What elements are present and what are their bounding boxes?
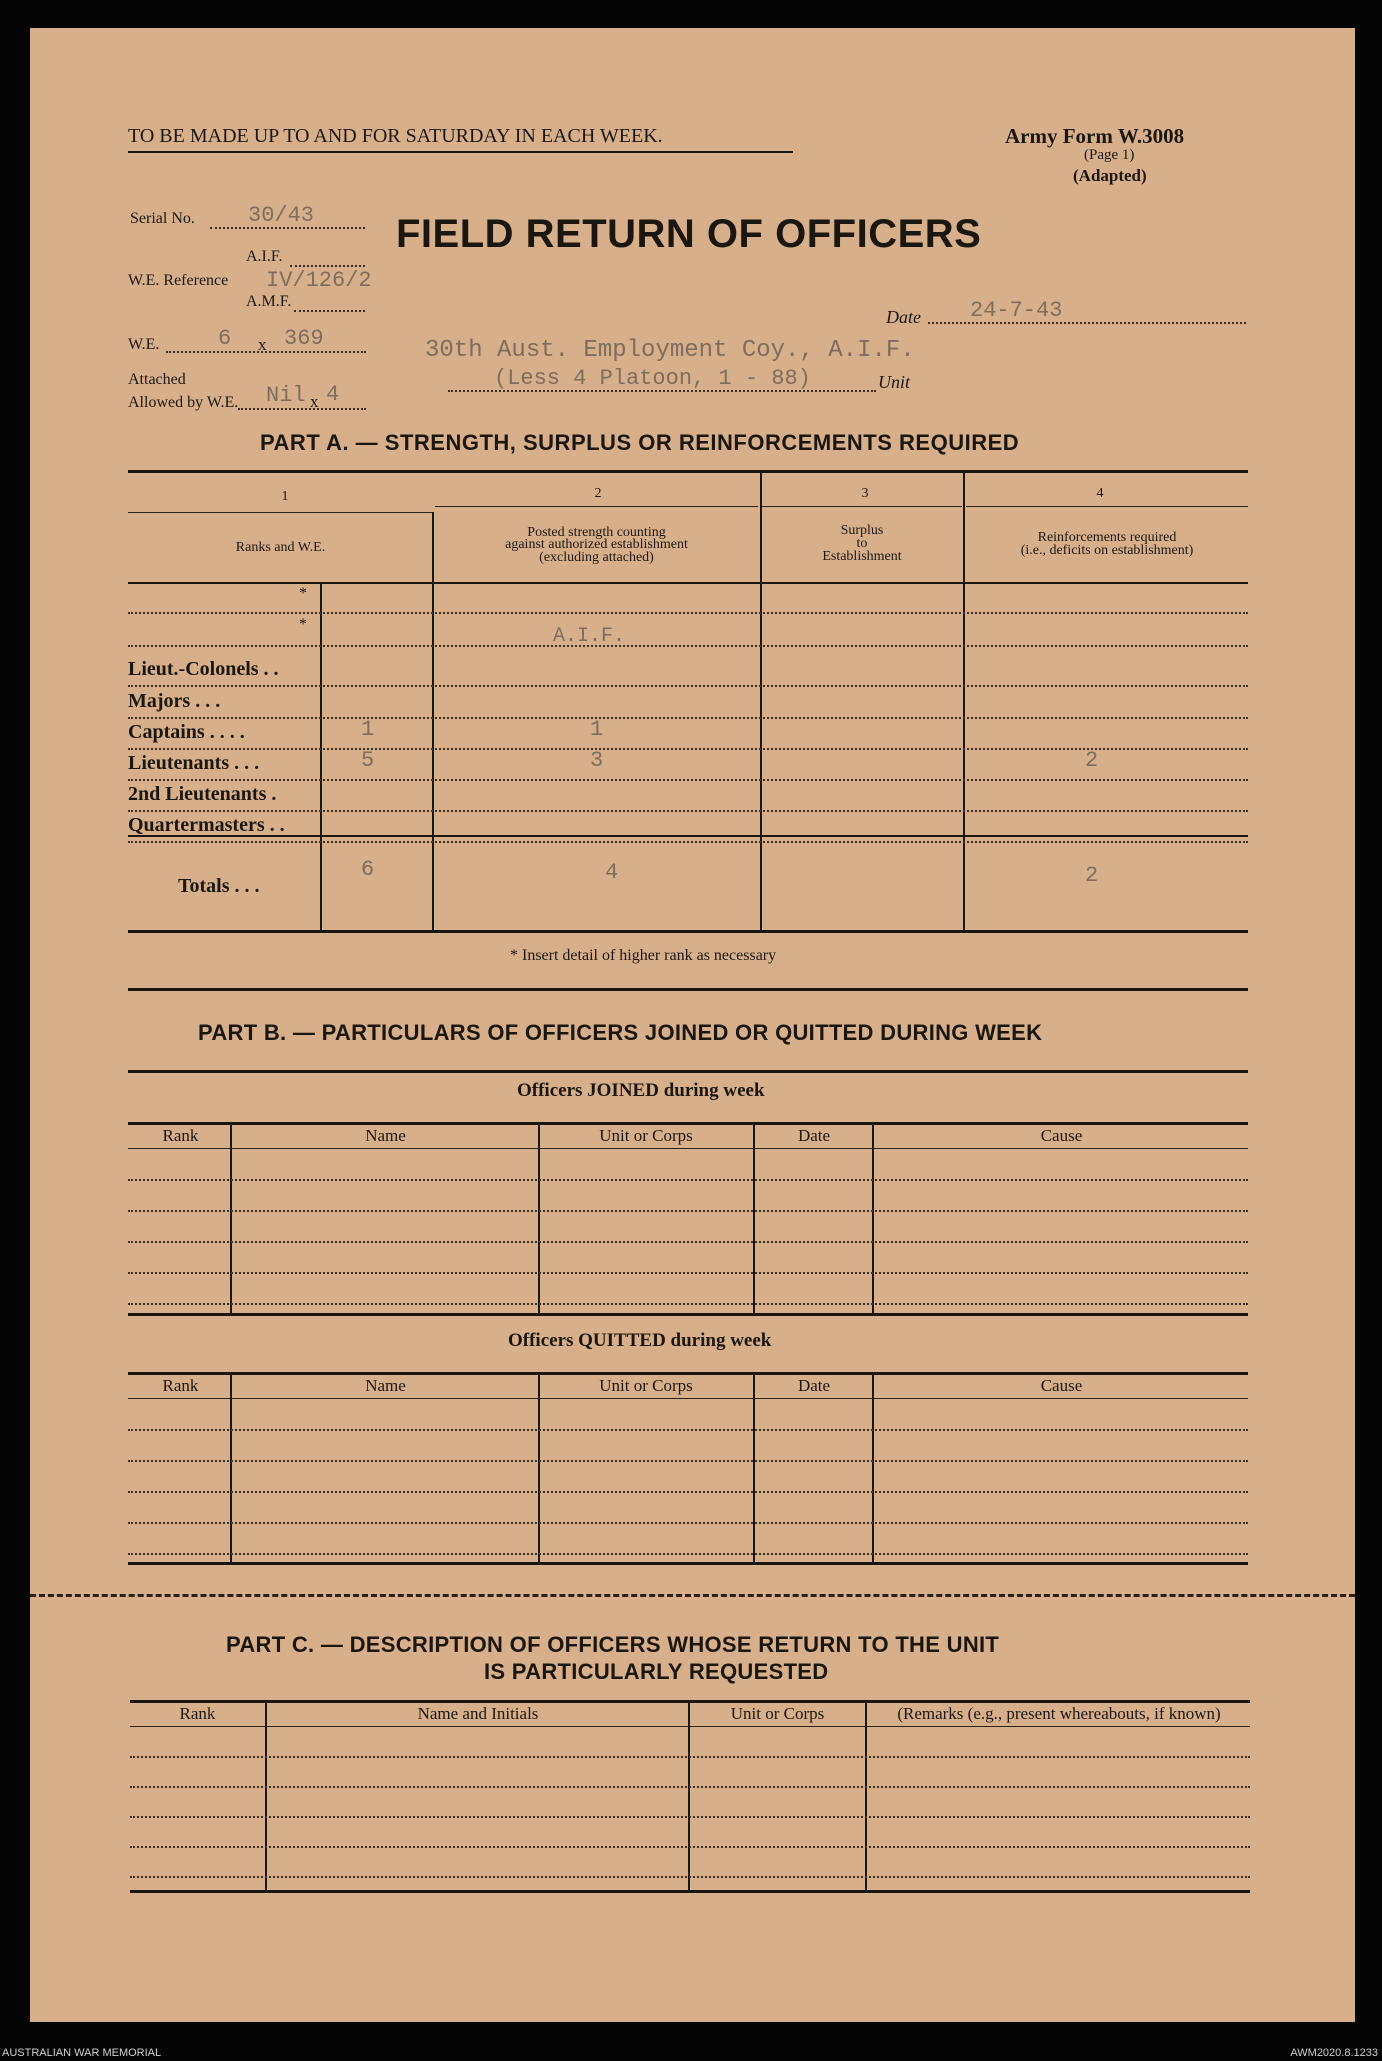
quitted-col-line: [538, 1374, 540, 1562]
amf-line: [294, 310, 365, 312]
unit-line-2: (Less 4 Platoon, 1 - 88): [494, 366, 811, 391]
part-c-title-line-2: IS PARTICULARLY REQUESTED: [484, 1659, 829, 1684]
joined-row-line: [128, 1179, 1248, 1181]
col-num-rule-1: [128, 512, 433, 513]
partc-col-header: Unit or Corps: [730, 1704, 825, 1723]
col3-header-l3: Establishment: [822, 549, 902, 564]
quitted-col-header: Cause: [1040, 1376, 1083, 1395]
rank-label: Majors . . .: [128, 690, 221, 712]
we-value-left: 6: [218, 326, 232, 351]
rank-row-line: [128, 841, 1248, 843]
col1-header: Ranks and W.E.: [235, 540, 326, 555]
serial-value: 30/43: [248, 203, 315, 228]
unit-line-1: 30th Aust. Employment Coy., A.I.F.: [425, 337, 915, 364]
totals-we: 6: [361, 857, 375, 882]
allowed-line: [238, 408, 366, 410]
allowed-times: x: [310, 392, 319, 411]
joined-col-header: Cause: [1040, 1126, 1083, 1145]
quitted-title: Officers QUITTED during week: [508, 1330, 772, 1351]
col4-header-l2: (i.e., deficits on establishment): [1020, 543, 1194, 558]
part-a-col-line-2: [760, 470, 762, 930]
attached-label: Attached: [128, 371, 186, 388]
joined-col-line: [230, 1124, 232, 1313]
col-num-2: 2: [594, 486, 602, 501]
joined-row-line: [128, 1303, 1248, 1305]
partc-row-line: [130, 1786, 1250, 1788]
partc-top-rule: [130, 1700, 1250, 1703]
joined-col-header: Date: [797, 1126, 831, 1145]
we-reference-label: W.E. Reference: [128, 272, 229, 289]
unit-label: Unit: [878, 372, 911, 392]
totals-label: Totals . . .: [178, 875, 260, 897]
rank-row-line: [128, 717, 1248, 719]
joined-col-header: Name: [365, 1126, 406, 1145]
aif-line: [290, 265, 365, 267]
col2-header-l3: (excluding attached): [539, 550, 654, 565]
footer-accession: AWM2020.8.1233: [1290, 2047, 1378, 2059]
quitted-col-line: [230, 1374, 232, 1562]
col2-header-l1: Posted strength counting: [527, 525, 666, 540]
joined-top-rule: [128, 1122, 1248, 1125]
quitted-col-header: Date: [797, 1376, 831, 1395]
aif-stamp: A.I.F.: [553, 625, 626, 648]
joined-col-line: [872, 1124, 874, 1313]
col-num-rule-2: [435, 506, 758, 507]
instruction-underline: [128, 151, 793, 153]
star-row-1-line: [128, 612, 1248, 614]
part-c-title-line-1: PART C. — DESCRIPTION OF OFFICERS WHOSE RETURN TO THE UNIT: [226, 1632, 1000, 1657]
partc-row-line: [130, 1756, 1250, 1758]
footer-credit: AUSTRALIAN WAR MEMORIAL: [2, 2047, 162, 2059]
col-num-rule-3: [762, 506, 962, 507]
col-num-rule-4: [966, 506, 1248, 507]
col3-header-l2: to: [856, 536, 868, 551]
joined-header-rule: [128, 1148, 1248, 1149]
amf-label: A.M.F.: [246, 293, 292, 310]
rank-row-line: [128, 748, 1248, 750]
part-a-footnote: * Insert detail of higher rank as necessary: [510, 947, 777, 964]
partc-col-line: [865, 1702, 867, 1890]
star-1: *: [299, 585, 307, 602]
date-label: Date: [886, 307, 921, 327]
quitted-col-header: Unit or Corps: [599, 1376, 693, 1395]
aif-label: A.I.F.: [246, 248, 283, 265]
part-b-title: PART B. — PARTICULARS OF OFFICERS JOINED OR QUITTED DURING WEEK: [198, 1020, 1043, 1045]
col2-header-l2: against authorized establishment: [505, 537, 688, 552]
rank-label: Lieutenants . . .: [128, 752, 260, 774]
part-a-col-line-we: [320, 584, 322, 930]
joined-col-header: Rank: [162, 1126, 199, 1145]
star-row-2-line: [128, 645, 1248, 647]
quitted-row-line: [128, 1429, 1248, 1431]
quitted-top-rule: [128, 1372, 1248, 1375]
quitted-bottom-rule: [128, 1562, 1248, 1565]
quitted-row-line: [128, 1491, 1248, 1493]
quitted-col-line: [872, 1374, 874, 1562]
rank-row-line: [128, 685, 1248, 687]
col4-header-l1: Reinforcements required: [1037, 530, 1177, 545]
we-label: W.E.: [128, 336, 160, 353]
quitted-header-rule: [128, 1398, 1248, 1399]
col-num-4: 4: [1096, 486, 1104, 501]
part-a-col-line-1: [432, 512, 434, 930]
part-a-end-rule: [128, 988, 1248, 991]
joined-col-line: [538, 1124, 540, 1313]
partc-col-line: [265, 1702, 267, 1890]
we-value-right: 369: [284, 326, 324, 351]
col3-header-l1: Surplus: [840, 523, 884, 538]
col-num-1: 1: [281, 489, 289, 504]
totals-reinf: 2: [1085, 863, 1099, 888]
partc-col-line: [688, 1702, 690, 1890]
quitted-col-line: [753, 1374, 755, 1562]
partc-bottom-rule: [130, 1890, 1250, 1893]
partc-row-line: [130, 1876, 1250, 1878]
rank-we: 5: [361, 748, 375, 773]
part-a-title: PART A. — STRENGTH, SURPLUS OR REINFORCEMENTS REQUIRED: [260, 430, 1020, 455]
form-name: Army Form W.3008: [1005, 124, 1185, 148]
part-a-top-rule: [128, 470, 1248, 473]
part-b-top-rule: [128, 1070, 1248, 1073]
partc-row-line: [130, 1816, 1250, 1818]
date-value: 24-7-43: [970, 298, 1063, 323]
rank-posted: 1: [590, 717, 604, 742]
rank-label: Quartermasters . .: [128, 814, 285, 836]
rank-reinf: 2: [1085, 748, 1099, 773]
part-a-header-rule: [128, 582, 1248, 584]
quitted-row-line: [128, 1553, 1248, 1555]
rank-row-line: [128, 810, 1248, 812]
rank-we: 1: [361, 717, 375, 742]
joined-row-line: [128, 1272, 1248, 1274]
totals-posted: 4: [605, 860, 619, 885]
rank-row-line: [128, 779, 1248, 781]
joined-col-header: Unit or Corps: [599, 1126, 693, 1145]
allowed-label: Allowed by W.E.: [128, 394, 239, 411]
form-page-number: (Page 1): [1084, 147, 1135, 163]
joined-title: Officers JOINED during week: [517, 1080, 765, 1101]
partc-row-line: [130, 1846, 1250, 1848]
form-adapted-note: (Adapted): [1073, 166, 1147, 185]
quitted-row-line: [128, 1522, 1248, 1524]
star-2: *: [299, 616, 307, 633]
quitted-row-line: [128, 1460, 1248, 1462]
rank-label: Captains . . . .: [128, 721, 245, 743]
quitted-col-header: Name: [365, 1376, 406, 1395]
part-a-col-line-3: [963, 470, 965, 930]
page-title: FIELD RETURN OF OFFICERS: [396, 212, 982, 256]
allowed-value: Nil: [266, 383, 306, 408]
joined-col-line: [753, 1124, 755, 1313]
partc-col-header: (Remarks (e.g., present whereabouts, if known): [897, 1704, 1221, 1723]
quitted-col-header: Rank: [162, 1376, 199, 1395]
weekly-instruction: TO BE MADE UP TO AND FOR SATURDAY IN EACH WEEK.: [128, 125, 663, 147]
partc-col-header: Name and Initials: [417, 1704, 539, 1723]
we-reference-value: IV/126/2: [266, 268, 372, 293]
rank-label: 2nd Lieutenants .: [128, 783, 277, 805]
rank-posted: 3: [590, 748, 604, 773]
joined-bottom-rule: [128, 1313, 1248, 1316]
we-times: x: [258, 335, 267, 354]
joined-row-line: [128, 1241, 1248, 1243]
joined-row-line: [128, 1210, 1248, 1212]
serial-label: Serial No.: [130, 210, 195, 227]
part-a-bottom-rule: [128, 930, 1248, 933]
partc-col-header: Rank: [179, 1704, 216, 1723]
part-a-totals-rule: [128, 835, 1248, 837]
col-num-3: 3: [861, 486, 869, 501]
partc-header-rule: [130, 1726, 1250, 1727]
perforation-line: [30, 1594, 1355, 1597]
rank-label: Lieut.-Colonels . .: [128, 658, 279, 680]
unit-line: [448, 390, 876, 392]
allowed-value-right: 4: [326, 382, 340, 407]
